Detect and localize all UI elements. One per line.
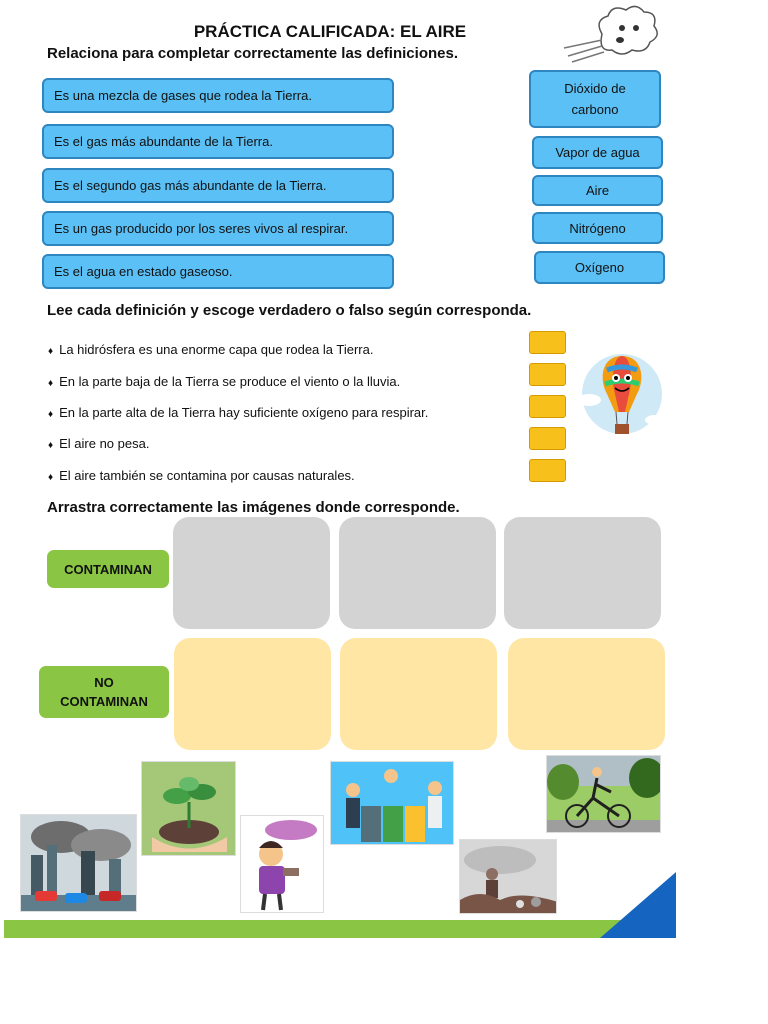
answer-label: Nitrógeno	[569, 220, 626, 236]
bullet-icon: ♦	[48, 472, 54, 483]
bullet-icon: ♦	[48, 409, 54, 420]
statement-5	[48, 468, 355, 483]
statement-4	[48, 436, 149, 451]
section3-heading: Arrastra correctamente las imágenes donde corresponde.	[47, 499, 460, 516]
section1-heading: Relaciona para completar correctamente las definiciones.	[47, 45, 458, 62]
statement-text: El aire también se contamina por causas naturales.	[59, 468, 355, 483]
definition-5[interactable]: Es el agua en estado gaseoso.	[42, 254, 394, 289]
statement-text: El aire no pesa.	[59, 436, 150, 451]
answer-label: Dióxido de carbono	[564, 81, 626, 117]
answer-label: Vapor de agua	[555, 145, 640, 160]
answer-oxigeno[interactable]	[534, 251, 665, 284]
true-false-dropdown-2[interactable]	[529, 363, 566, 386]
drop-zone-no-contaminan-3[interactable]	[508, 638, 665, 750]
recycling-bins-icon	[331, 762, 454, 845]
section2-heading: Lee cada definición y escoge verdadero o falso según corresponda.	[47, 302, 532, 319]
true-false-dropdown-1[interactable]	[529, 331, 566, 354]
statement-text: La hidrósfera es una enorme capa que rodea la Tierra.	[59, 342, 374, 357]
draggable-image-cyclist[interactable]	[546, 755, 661, 833]
answer-vapor-de-agua[interactable]	[532, 136, 663, 169]
wind-cloud-icon	[562, 4, 662, 68]
drop-zone-no-contaminan-1[interactable]	[174, 638, 331, 750]
draggable-image-recycling[interactable]	[330, 761, 454, 845]
statement-2	[48, 374, 400, 389]
bullet-icon: ♦	[48, 440, 54, 451]
answer-label: Aire	[585, 183, 610, 198]
draggable-image-polluted-city[interactable]	[20, 814, 137, 912]
corner-blue-triangle	[600, 872, 676, 938]
smoker-cartoon-icon	[241, 816, 324, 913]
category-contaminan: CONTAMINAN	[47, 550, 169, 588]
answer-nitrogeno[interactable]	[532, 212, 663, 244]
true-false-dropdown-4[interactable]	[529, 427, 566, 450]
definition-1[interactable]: Es una mezcla de gases que rodea la Tierra.	[42, 78, 394, 113]
answer-dioxido-de-carbono[interactable]	[529, 70, 661, 128]
answer-label: Oxígeno	[574, 260, 625, 275]
definition-2[interactable]: Es el gas más abundante de la Tierra.	[42, 124, 394, 159]
true-false-dropdown-5[interactable]	[529, 459, 566, 482]
definition-3[interactable]: Es el segundo gas más abundante de la Tierra.	[42, 168, 394, 203]
draggable-image-garbage-burning[interactable]	[459, 839, 557, 914]
statement-3	[48, 405, 428, 420]
footer-green-bar	[4, 920, 624, 938]
drop-zone-contaminan-2[interactable]	[339, 517, 496, 629]
polluted-city-icon	[21, 815, 137, 912]
statement-1	[48, 342, 373, 357]
drop-zone-no-contaminan-2[interactable]	[340, 638, 497, 750]
definition-4[interactable]: Es un gas producido por los seres vivos al respirar.	[42, 211, 394, 246]
bullet-icon: ♦	[48, 378, 54, 389]
garbage-dump-icon	[460, 840, 557, 914]
statement-text: En la parte baja de la Tierra se produce el viento o la lluvia.	[59, 374, 401, 389]
drop-zone-contaminan-1[interactable]	[173, 517, 330, 629]
hot-air-balloon-icon	[577, 350, 667, 445]
draggable-image-plant-in-hands[interactable]	[141, 761, 236, 856]
category-no-contaminan: NO CONTAMINAN	[39, 666, 169, 718]
bullet-icon: ♦	[48, 346, 54, 357]
page-title: PRÁCTICA CALIFICADA: EL AIRE	[193, 22, 467, 41]
drop-zone-contaminan-3[interactable]	[504, 517, 661, 629]
answer-aire[interactable]	[532, 175, 663, 206]
plant-in-hands-icon	[142, 762, 236, 856]
statement-text: En la parte alta de la Tierra hay suficiente oxígeno para respirar.	[59, 405, 429, 420]
draggable-image-smoker[interactable]	[240, 815, 324, 913]
cyclist-icon	[547, 756, 661, 833]
true-false-dropdown-3[interactable]	[529, 395, 566, 418]
